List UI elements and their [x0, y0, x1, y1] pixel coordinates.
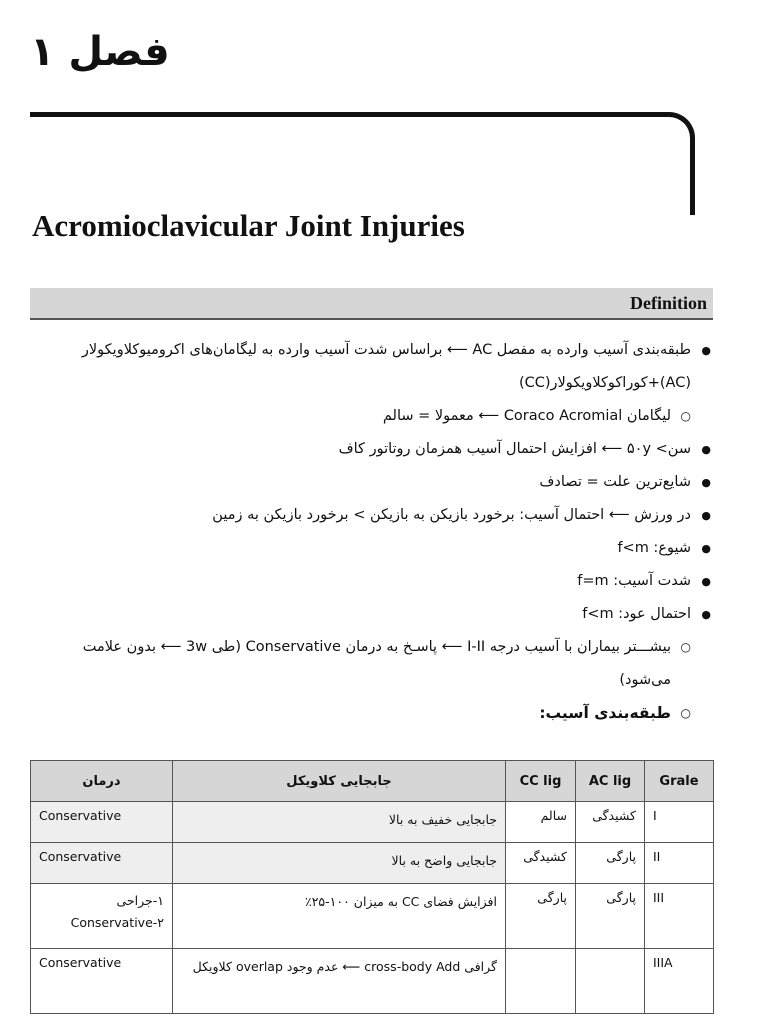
- cell-displacement: گرافی cross-body Add ⟵ عدم وجود overlap کلاویکل: [173, 949, 506, 1014]
- definition-header: [30, 288, 713, 320]
- cell-ac-lig: [576, 949, 645, 1014]
- cell-treatment: [31, 884, 173, 949]
- table-row: [31, 884, 714, 949]
- header-treatment: درمان: [31, 761, 173, 802]
- cell-cc-lig: پارگی: [506, 884, 576, 949]
- table-row: [31, 843, 714, 884]
- list-item: ● شیوع: f<m: [30, 532, 713, 565]
- treatment-line: ۱-جراحی: [116, 893, 164, 908]
- definition-list: [30, 334, 713, 730]
- cell-displacement: افزایش فضای CC به میزان ۱۰۰-۲۵٪: [173, 884, 506, 949]
- cell-displacement: جابجایی واضح به بالا: [173, 843, 506, 884]
- cell-grade: II: [645, 843, 714, 884]
- cell-grade: III: [645, 884, 714, 949]
- cell-ac-lig: پارگی: [576, 843, 645, 884]
- chapter-title: فصل ۱: [30, 29, 170, 75]
- cell-treatment: Conservative: [31, 949, 173, 1014]
- list-item: ● شدت آسیب: f=m: [30, 565, 713, 598]
- table-row: [31, 949, 714, 1014]
- section-title: Acromioclavicular Joint Injuries: [32, 208, 465, 243]
- list-item: ○ لیگامان Coraco Acromial ⟵ معمولا = سالم: [30, 400, 713, 433]
- cell-cc-lig: سالم: [506, 802, 576, 843]
- cell-ac-lig: پارگی: [576, 884, 645, 949]
- cell-ac-lig: کشیدگی: [576, 802, 645, 843]
- header-ac-lig: AC lig: [576, 761, 645, 802]
- cell-displacement: جابجایی خفیف به بالا: [173, 802, 506, 843]
- cell-grade: I: [645, 802, 714, 843]
- treatment-line: Conservative-۲: [70, 915, 164, 930]
- definition-label: Definition: [629, 292, 707, 313]
- list-item: ● شایع‌ترین علت = تصادف: [30, 466, 713, 499]
- cell-treatment: Conservative: [31, 843, 173, 884]
- list-item: ● سن> ۵۰y ⟵ افزایش احتمال آسیب همزمان روتاتور کاف: [30, 433, 713, 466]
- classification-table: [30, 760, 714, 1014]
- cell-cc-lig: [506, 949, 576, 1014]
- header-cc-lig: CC lig: [506, 761, 576, 802]
- cell-grade: IIIA: [645, 949, 714, 1014]
- cell-treatment: Conservative: [31, 802, 173, 843]
- table-header-row: [31, 761, 714, 802]
- list-item: ○ بیشـــتر بیماران با آسیب درجه I-II ⟵ پاسـخ به درمان Conservative (طی 3w ⟵ بدون علامت می‌شود): [30, 631, 713, 697]
- chapter-rule: [30, 112, 695, 215]
- list-item: ○ طبقه‌بندی آسیب:: [30, 697, 713, 730]
- header-grade: Grale: [645, 761, 714, 802]
- table-row: [31, 802, 714, 843]
- list-item: ● در ورزش ⟵ احتمال آسیب: برخورد بازیکن به بازیکن > برخورد بازیکن به زمین: [30, 499, 713, 532]
- cell-cc-lig: کشیدگی: [506, 843, 576, 884]
- list-item: ● طبقه‌بندی آسیب وارده به مفصل AC ⟵ براساس شدت آسیب وارده به لیگامان‌های اکرومیوکلاویکولار (AC)+کوراکوکلاویکولار(CC): [30, 334, 713, 400]
- header-displacement: جابجایی کلاویکل: [173, 761, 506, 802]
- list-item: ● احتمال عود: f<m: [30, 598, 713, 631]
